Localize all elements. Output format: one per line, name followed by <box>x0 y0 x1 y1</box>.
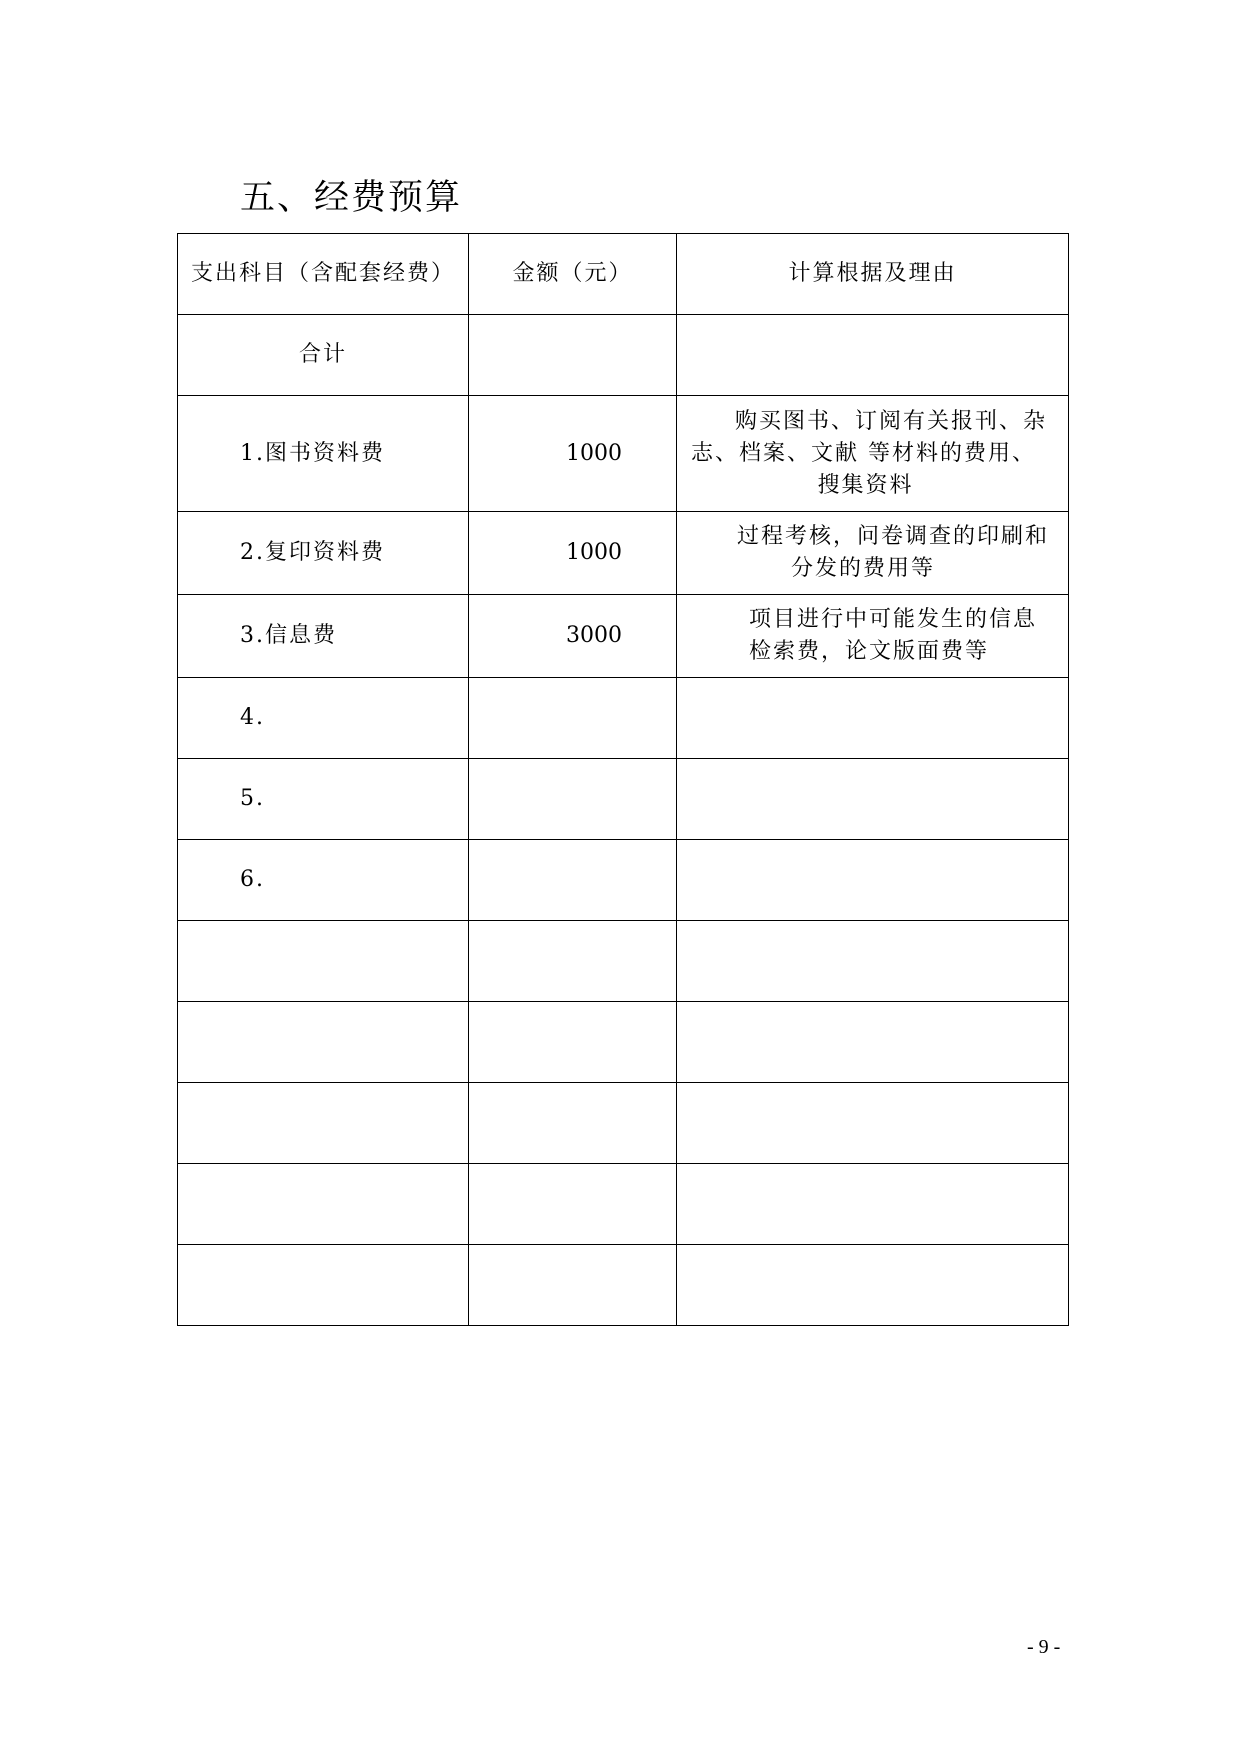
expense-amount <box>469 678 677 759</box>
reason-line: 购买图书、订阅有关报刊、杂 <box>735 408 1048 434</box>
reason-line: 志、档案、文献 等材料的费用、 <box>691 440 1036 466</box>
expense-item: 3.信息费 <box>178 595 469 678</box>
blank-cell <box>178 1245 469 1326</box>
budget-table <box>177 233 1069 1326</box>
page-number: - 9 - <box>1027 1636 1061 1658</box>
expense-amount: 3000 <box>469 595 677 678</box>
total-label: 合计 <box>178 315 469 396</box>
blank-cell <box>677 1164 1069 1245</box>
blank-row <box>178 1083 1069 1164</box>
blank-cell <box>677 1245 1069 1326</box>
expense-amount <box>469 759 677 840</box>
total-amount <box>469 315 677 396</box>
blank-cell <box>178 921 469 1002</box>
header-basis-reason: 计算根据及理由 <box>677 234 1069 315</box>
expense-item: 6. <box>178 840 469 921</box>
blank-row <box>178 1245 1069 1326</box>
reason-line: 过程考核，问卷调查的印刷和 <box>737 524 1050 549</box>
table-header-row <box>178 234 1069 315</box>
table-row <box>178 840 1069 921</box>
total-reason <box>677 315 1069 396</box>
expense-amount <box>469 840 677 921</box>
expense-reason <box>677 678 1069 759</box>
reason-line: 检索费，论文版面费等 <box>749 639 990 664</box>
expense-item: 5. <box>178 759 469 840</box>
expense-reason <box>677 840 1069 921</box>
expense-reason <box>677 396 1069 512</box>
section-title: 五、经费预算 <box>240 178 463 218</box>
blank-row <box>178 921 1069 1002</box>
total-row <box>178 315 1069 396</box>
blank-cell <box>178 1002 469 1083</box>
table-row <box>178 512 1069 595</box>
expense-reason <box>677 759 1069 840</box>
expense-reason <box>677 595 1069 678</box>
blank-cell <box>677 921 1069 1002</box>
blank-cell <box>178 1083 469 1164</box>
blank-cell <box>469 1002 677 1083</box>
blank-cell <box>469 1164 677 1245</box>
expense-item: 2.复印资料费 <box>178 512 469 595</box>
blank-cell <box>677 1002 1069 1083</box>
blank-cell <box>469 921 677 1002</box>
blank-row <box>178 1002 1069 1083</box>
blank-row <box>178 1164 1069 1245</box>
reason-line: 搜集资料 <box>817 472 914 498</box>
expense-item: 4. <box>178 678 469 759</box>
reason-line: 分发的费用等 <box>791 556 936 581</box>
table-row <box>178 595 1069 678</box>
expense-item: 1.图书资料费 <box>178 396 469 512</box>
blank-cell <box>469 1083 677 1164</box>
header-amount: 金额（元） <box>469 234 677 315</box>
expense-amount: 1000 <box>469 396 677 512</box>
blank-cell <box>677 1083 1069 1164</box>
table-row <box>178 678 1069 759</box>
reason-line: 项目进行中可能发生的信息 <box>749 607 1038 632</box>
table-row <box>178 396 1069 512</box>
blank-cell <box>178 1164 469 1245</box>
header-expense-item: 支出科目（含配套经费） <box>178 234 469 315</box>
expense-amount: 1000 <box>469 512 677 595</box>
expense-reason <box>677 512 1069 595</box>
table-row <box>178 759 1069 840</box>
blank-cell <box>469 1245 677 1326</box>
